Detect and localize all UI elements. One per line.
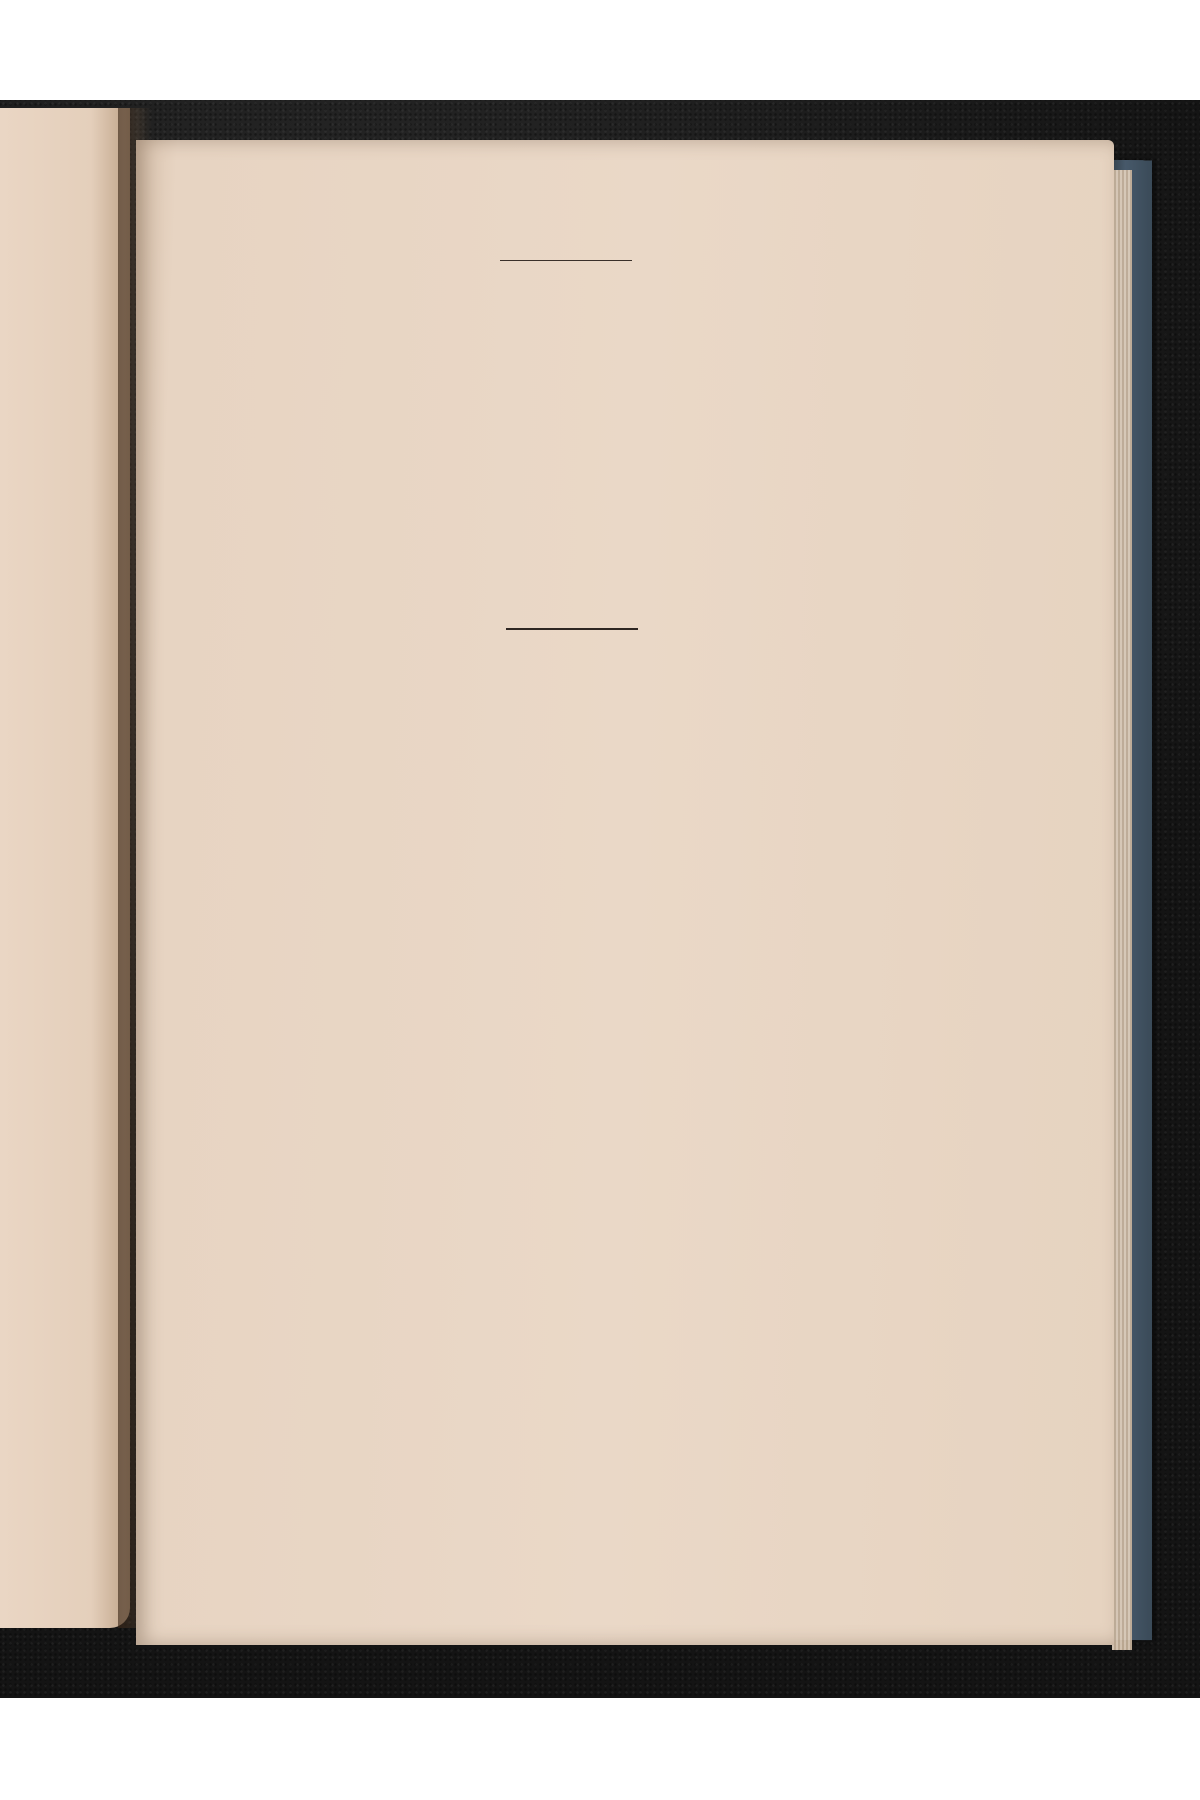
section-divider xyxy=(506,628,638,630)
left-page-text xyxy=(0,234,116,238)
page-stack-edge xyxy=(1112,170,1132,1650)
right-page xyxy=(136,140,1114,1645)
left-page xyxy=(0,108,130,1628)
page-number-rule xyxy=(500,260,632,261)
